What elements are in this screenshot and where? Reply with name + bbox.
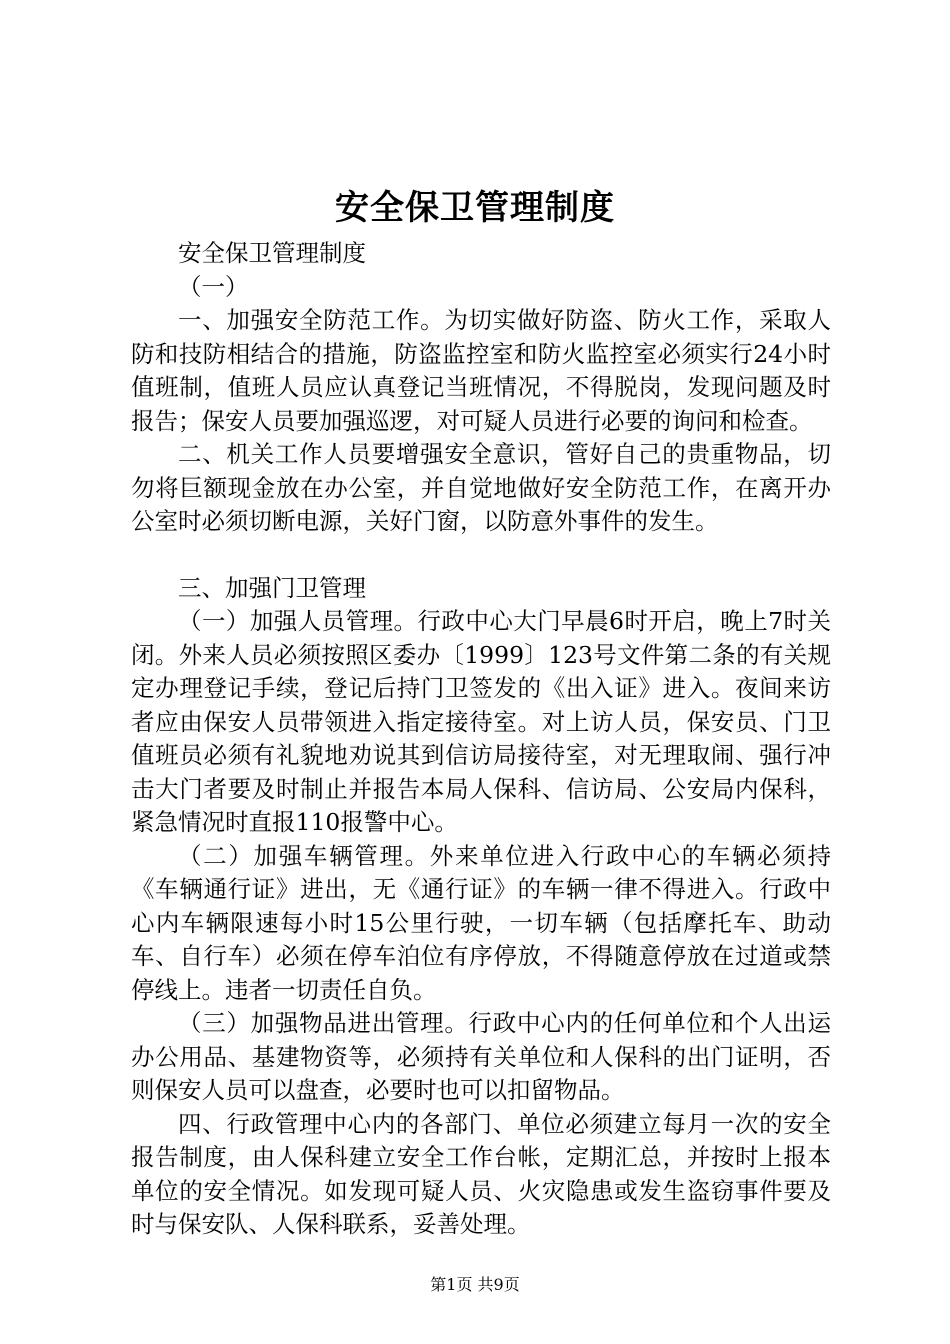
document-body [131, 237, 831, 1242]
paragraph-personnel-management: （一）加强人员管理。行政中心大门早晨6时开启，晚上7时关闭。外来人员必须按照区委办〔1999〕123号文件第二条的有关规定办理登记手续，登记后持门卫签发的《出入证》进入。夜间来访者应由保安人员带领进入指定接待室。对上访人员，保安员、门卫值班员必须有礼貌地劝说其到信访局接待室，对无理取闹、强行冲击大门者要及时制止并报告本局人保科、信访局、公安局内保科，紧急情况时直报110报警中心。 [131, 607, 831, 836]
heading-gate-management: 三、加强门卫管理 [178, 573, 366, 602]
paragraph-goods-management: （三）加强物品进出管理。行政中心内的任何单位和个人出运办公用品、基建物资等，必须持有关单位和人保科的出门证明，否则保安人员可以盘查，必要时也可以扣留物品。 [131, 1009, 831, 1104]
paragraph-staff-awareness: 二、机关工作人员要增强安全意识，管好自己的贵重物品，切勿将巨额现金放在办公室，并自觉地做好安全防范工作，在离开办公室时必须切断电源，关好门窗，以防意外事件的发生。 [131, 440, 831, 535]
subtitle-paragraph: 安全保卫管理制度 [178, 239, 366, 267]
paragraph-vehicle-management: （二）加强车辆管理。外来单位进入行政中心的车辆必须持《车辆通行证》进出，无《通行证》的车辆一律不得进入。行政中心内车辆限速每小时15公里行驶，一切车辆（包括摩托车、助动车、自行车）必须在停车泊位有序停放，不得随意停放在过道或禁停线上。违者一切责任自负。 [131, 841, 831, 1004]
paragraph-gap [131, 539, 831, 572]
page-title: 安全保卫管理制度 [335, 188, 615, 228]
paragraph-security-prevention: 一、加强安全防范工作。为切实做好防盗、防火工作，采取人防和技防相结合的措施，防盗监控室和防火监控室必须实行24小时值班制，值班人员应认真登记当班情况，不得脱岗，发现问题及时报告；保安人员要加强巡逻，对可疑人员进行必要的询问和检查。 [131, 306, 831, 435]
paragraph-safety-report: 四、行政管理中心内的各部门、单位必须建立每月一次的安全报告制度，由人保科建立安全工作台帐，定期汇总，并按时上报本单位的安全情况。如发现可疑人员、火灾隐患或发生盗窃事件要及时与保安队、人保科联系，妥善处理。 [131, 1109, 831, 1238]
page-footer: 第1页 共9页 [430, 1275, 520, 1294]
section-marker: （一） [178, 272, 249, 301]
